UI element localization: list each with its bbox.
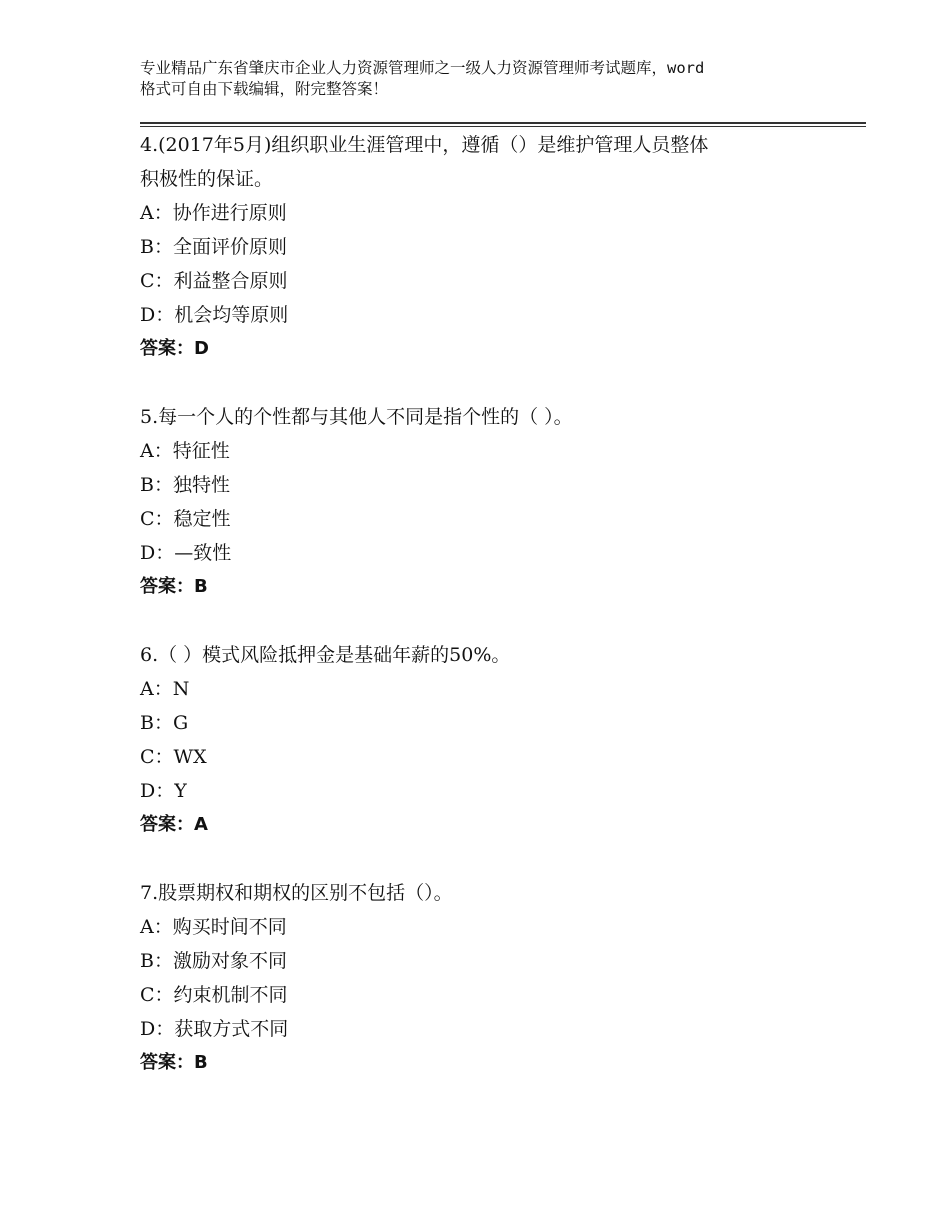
option-a: A：购买时间不同 bbox=[140, 916, 287, 938]
option-d: D：Y bbox=[140, 780, 187, 802]
header-rule-thin bbox=[140, 126, 866, 127]
option-d: D：—致性 bbox=[140, 542, 232, 564]
question-stem: 4.(2017年5月)组织职业生涯管理中，遵循（）是维护管理人员整体 bbox=[140, 134, 709, 156]
spacer bbox=[140, 842, 840, 876]
question-list bbox=[140, 128, 840, 1080]
header-line-1: 专业精品广东省肇庆市企业人力资源管理师之一级人力资源管理师考试题库，word bbox=[140, 59, 705, 77]
option-d: D：获取方式不同 bbox=[140, 1018, 289, 1040]
question-5 bbox=[140, 400, 840, 604]
question-stem-continued: 积极性的保证。 bbox=[140, 168, 274, 190]
question-7 bbox=[140, 876, 840, 1080]
question-stem: 5.每一个人的个性都与其他人不同是指个性的（ ）。 bbox=[140, 406, 573, 428]
option-b: B：G bbox=[140, 712, 189, 734]
option-a: A：N bbox=[140, 678, 190, 700]
option-b: B：独特性 bbox=[140, 474, 230, 496]
option-b: B：激励对象不同 bbox=[140, 950, 287, 972]
option-c: C：利益整合原则 bbox=[140, 270, 288, 292]
option-d: D：机会均等原则 bbox=[140, 304, 289, 326]
option-b: B：全面评价原则 bbox=[140, 236, 287, 258]
option-a: A：协作进行原则 bbox=[140, 202, 287, 224]
question-stem: 6.（ ）模式风险抵押金是基础年薪的50%。 bbox=[140, 644, 511, 666]
header-line-2: 格式可自由下载编辑，附完整答案！ bbox=[140, 80, 389, 98]
question-6 bbox=[140, 638, 840, 842]
answer-label: 答案：D bbox=[140, 338, 209, 359]
option-c: C：约束机制不同 bbox=[140, 984, 288, 1006]
answer-label: 答案：B bbox=[140, 1052, 208, 1073]
spacer bbox=[140, 366, 840, 400]
option-c: C：WX bbox=[140, 746, 207, 768]
answer-label: 答案：B bbox=[140, 576, 208, 597]
option-c: C：稳定性 bbox=[140, 508, 231, 530]
option-a: A：特征性 bbox=[140, 440, 230, 462]
document-header bbox=[140, 58, 830, 100]
question-4 bbox=[140, 128, 840, 366]
spacer bbox=[140, 604, 840, 638]
answer-label: 答案：A bbox=[140, 814, 208, 835]
header-rule-thick bbox=[140, 122, 866, 124]
question-stem: 7.股票期权和期权的区别不包括（）。 bbox=[140, 882, 453, 904]
